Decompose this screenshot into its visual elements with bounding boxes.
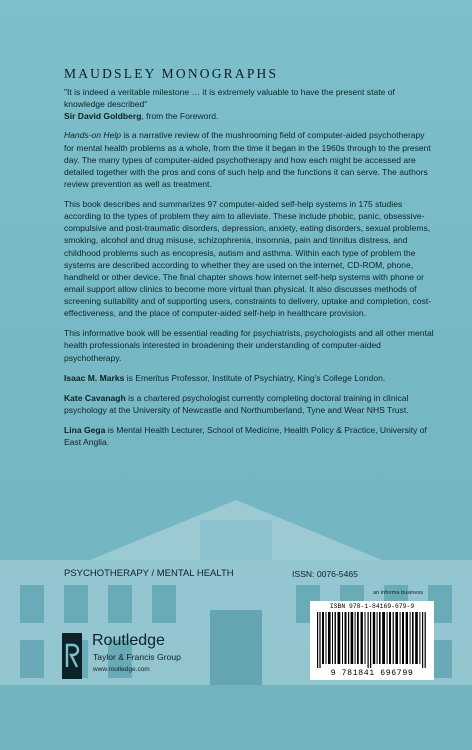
author-name: Kate Cavanagh	[64, 392, 126, 403]
publisher-group: Taylor & Francis Group	[93, 652, 181, 662]
author-bio-1	[64, 372, 434, 384]
description-paragraph-2: This book describes and summarizes 97 computer-aided self-help systems in 175 studies according to the types of problem they aim to alleviate. These include phobic, panic, obsessive-compulsive and post-traumatic disorders, depression, anxiety, eating disorders, sexual problems, smoking, alcohol and drug misuse, schizophrenia, insomnia, pain and tinnitus distress, and childhood problems such as encopresis, autism and asthma. Within each type of problem the systems are described according to whether they are used on the internet, CD-ROM, phone, handheld or other device. The final chapter shows how internet self-help systems with phone or email support allow clinics to become more virtual than physical. It also discusses methods of screening suitability and of supporting users, constraints to delivery, uptake and completion, cost-effectiveness, and the place of computer-aided self-help in healthcare provision.	[64, 199, 432, 319]
author-bio-2	[64, 392, 434, 416]
isbn-label: ISBN 978-1-84169-679-9	[329, 603, 415, 610]
routledge-logo-icon	[62, 633, 82, 679]
description-paragraph-3: This informative book will be essential reading for psychiatrists, psychologists and all other mental health professionals interested in broadening their understanding of computer-aided psychotherapy.	[64, 328, 434, 363]
blurb	[64, 86, 434, 456]
issn: ISSN: 0076-5465	[292, 569, 358, 579]
author-name: Isaac M. Marks	[64, 372, 125, 383]
author-bio-3	[64, 424, 434, 448]
foreword-quote: "It is indeed a veritable milestone … it is extremely valuable to have the present state of knowledge described"	[64, 87, 395, 110]
publisher-name: Routledge	[92, 632, 165, 649]
author-name: Lina Gega	[64, 425, 106, 435]
barcode	[310, 601, 434, 680]
quote-author: Sir David Goldberg	[64, 111, 142, 122]
isbn-digits: 9 781841 696799	[330, 669, 414, 678]
series-title: MAUDSLEY MONOGRAPHS	[64, 66, 279, 81]
author-bio-text: is Mental Health Lecturer, School of Medicine, Health Policy & Practice, University of East Anglia.	[64, 425, 427, 448]
informa-tagline: an informa business	[373, 590, 424, 596]
author-bio-text: is a chartered psychologist currently completing doctoral training in clinical psychology at the University of Newcastle and Northumberland, Tyne and Wear NHS Trust.	[64, 392, 409, 415]
publisher-url[interactable]: www.routledge.com	[93, 666, 150, 673]
barcode-bars	[317, 612, 427, 668]
description-paragraph-1	[64, 129, 434, 190]
quote-source: , from the Foreword.	[141, 111, 219, 122]
book-title-inline: Hands-on Help	[64, 130, 122, 141]
author-bio-text: is Emeritus Professor, Institute of Psychiatry, King's College London.	[124, 372, 386, 383]
description-text-1: is a narrative review of the mushrooming field of computer-aided psychotherapy for mental health problems as a whole, from the time it began in the 1960s through to the present day. The many types of computer-aided psychotherapy and how each might be accessed are detailed together with the pros and cons of such help and the functions it can serve. The authors review prevention as well as treatment.	[64, 130, 431, 189]
subject-category: PSYCHOTHERAPY / MENTAL HEALTH	[64, 568, 234, 579]
quote-attribution	[64, 110, 434, 122]
